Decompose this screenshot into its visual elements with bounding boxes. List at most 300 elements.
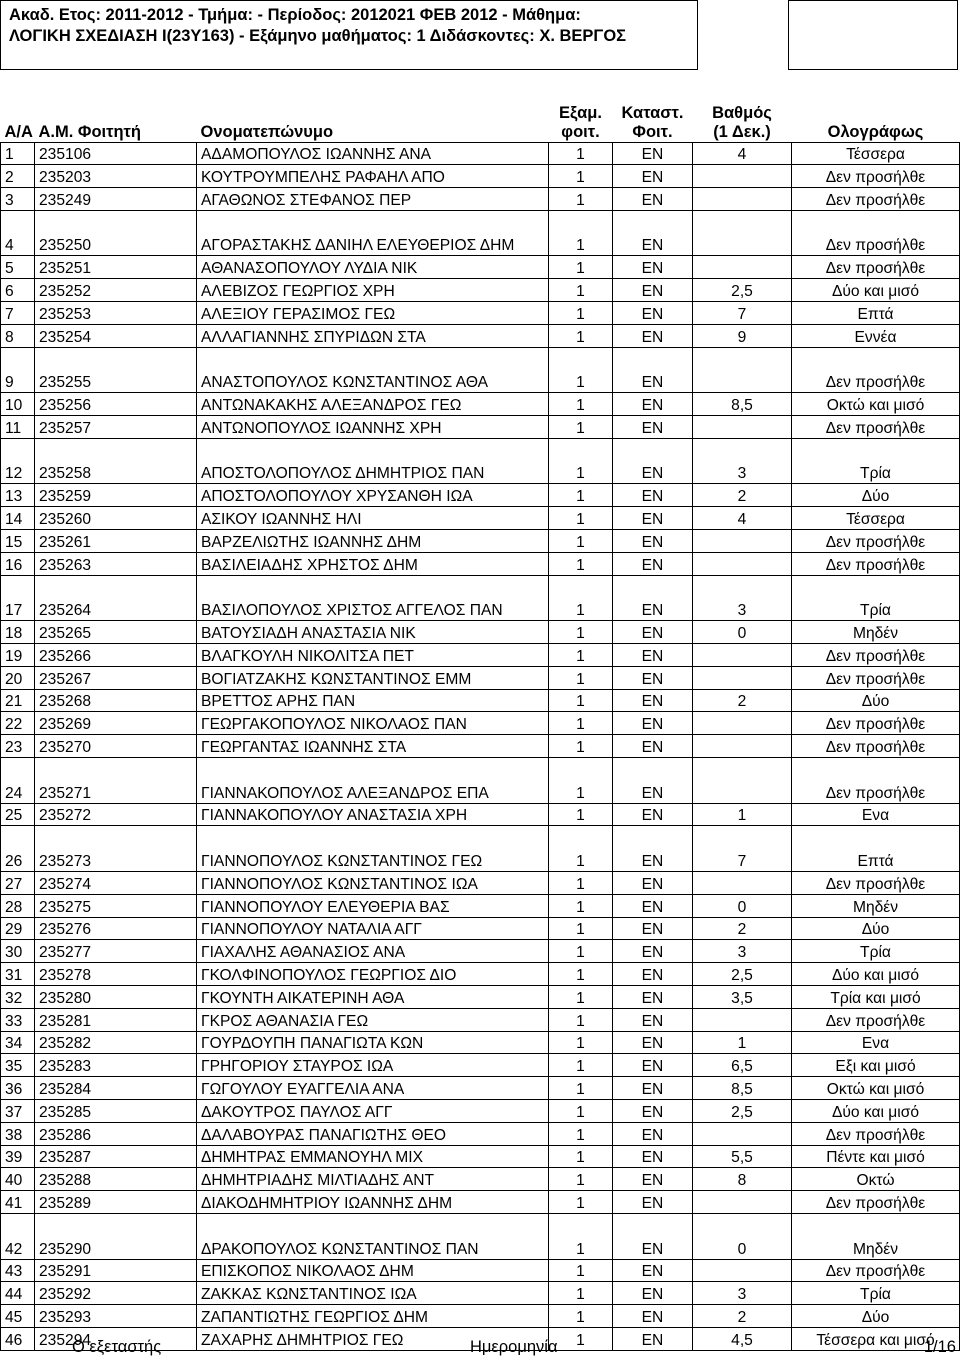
cell-grade: [693, 666, 792, 689]
cell-semester: 1: [549, 1327, 613, 1350]
cell-semester: 1: [549, 1168, 613, 1191]
cell-status: ΕΝ: [613, 758, 693, 804]
cell-student-id: 235282: [35, 1031, 197, 1054]
cell-grade-words: Ενα: [792, 1031, 960, 1054]
cell-grade: [693, 165, 792, 188]
cell-grade-words: Δύο: [792, 1305, 960, 1328]
cell-student-name: ΔΗΜΗΤΡΑΣ ΕΜΜΑΝΟΥΗΛ ΜΙΧ: [197, 1145, 549, 1168]
cell-status: ΕΝ: [613, 165, 693, 188]
cell-student-name: ΒΑΡΖΕΛΙΩΤΗΣ ΙΩΑΝΝΗΣ ΔΗΜ: [197, 530, 549, 553]
cell-student-name: ΓΡΗΓΟΡΙΟΥ ΣΤΑΥΡΟΣ ΙΩΑ: [197, 1054, 549, 1077]
cell-status: ΕΝ: [613, 210, 693, 256]
cell-status: ΕΝ: [613, 324, 693, 347]
cell-index: 33: [1, 1008, 35, 1031]
cell-student-name: ΖΑΠΑΝΤΙΩΤΗΣ ΓΕΩΡΓΙΟΣ ΔΗΜ: [197, 1305, 549, 1328]
cell-grade: [693, 735, 792, 758]
cell-grade-words: Τέσσερα και μισό: [792, 1327, 960, 1350]
cell-grade-words: Δεν προσήλθε: [792, 1259, 960, 1282]
cell-student-id: 235255: [35, 347, 197, 393]
cell-student-id: 235267: [35, 666, 197, 689]
cell-semester: 1: [549, 1054, 613, 1077]
cell-semester: 1: [549, 530, 613, 553]
cell-grade: [693, 758, 792, 804]
cell-semester: 1: [549, 324, 613, 347]
cell-grade: 0: [693, 1213, 792, 1259]
cell-semester: 1: [549, 735, 613, 758]
cell-student-id: 235256: [35, 393, 197, 416]
cell-student-id: 235284: [35, 1077, 197, 1100]
cell-student-id: 235265: [35, 621, 197, 644]
cell-semester: 1: [549, 940, 613, 963]
table-row: [1, 666, 960, 689]
cell-index: 42: [1, 1213, 35, 1259]
cell-student-id: 235259: [35, 484, 197, 507]
cell-index: 14: [1, 507, 35, 530]
cell-student-name: ΔΑΚΟΥΤΡΟΣ ΠΑΥΛΟΣ ΑΓΓ: [197, 1099, 549, 1122]
cell-semester: 1: [549, 575, 613, 621]
cell-semester: 1: [549, 894, 613, 917]
cell-student-id: 235277: [35, 940, 197, 963]
cell-student-name: ΓΕΩΡΓΑΝΤΑΣ ΙΩΑΝΝΗΣ ΣΤΑ: [197, 735, 549, 758]
table-row: [1, 1213, 960, 1259]
cell-student-name: ΔΙΑΚΟΔΗΜΗΤΡΙΟΥ ΙΩΑΝΝΗΣ ΔΗΜ: [197, 1191, 549, 1214]
cell-status: ΕΝ: [613, 1327, 693, 1350]
cell-grade: [693, 712, 792, 735]
cell-semester: 1: [549, 803, 613, 826]
cell-index: 22: [1, 712, 35, 735]
cell-status: ΕΝ: [613, 552, 693, 575]
table-row: [1, 575, 960, 621]
cell-status: ΕΝ: [613, 347, 693, 393]
cell-grade: [693, 256, 792, 279]
cell-index: 19: [1, 644, 35, 667]
cell-index: 26: [1, 826, 35, 872]
cell-student-id: 235285: [35, 1099, 197, 1122]
cell-student-name: ΓΚΡΟΣ ΑΘΑΝΑΣΙΑ ΓΕΩ: [197, 1008, 549, 1031]
cell-semester: 1: [549, 1259, 613, 1282]
cell-index: 16: [1, 552, 35, 575]
cell-student-name: ΖΑΧΑΡΗΣ ΔΗΜΗΤΡΙΟΣ ΓΕΩ: [197, 1327, 549, 1350]
cell-index: 7: [1, 302, 35, 325]
cell-semester: 1: [549, 438, 613, 484]
cell-student-name: ΑΝΤΩΝΟΠΟΥΛΟΣ ΙΩΑΝΝΗΣ ΧΡΗ: [197, 416, 549, 439]
blank-box: [788, 0, 958, 70]
table-row: [1, 1099, 960, 1122]
cell-grade: [693, 644, 792, 667]
cell-grade: 2: [693, 1305, 792, 1328]
table-row: [1, 416, 960, 439]
cell-status: ΕΝ: [613, 302, 693, 325]
table-row: [1, 1168, 960, 1191]
cell-student-name: ΓΩΓΟΥΛΟΥ ΕΥΑΓΓΕΛΙΑ ΑΝΑ: [197, 1077, 549, 1100]
cell-grade-words: Δύο και μισό: [792, 279, 960, 302]
cell-student-name: ΑΛΕΒΙΖΟΣ ΓΕΩΡΓΙΟΣ ΧΡΗ: [197, 279, 549, 302]
cell-grade: [693, 1008, 792, 1031]
cell-status: ΕΝ: [613, 894, 693, 917]
cell-grade-words: Δύο: [792, 689, 960, 712]
cell-status: ΕΝ: [613, 1259, 693, 1282]
table-row: [1, 826, 960, 872]
table-row: [1, 302, 960, 325]
header-line-1: Ακαδ. Ετος: 2011-2012 - Τμήμα: - Περίοδος: 2012021 ΦΕΒ 2012 - Μάθημα:: [9, 6, 581, 24]
cell-grade: 7: [693, 302, 792, 325]
cell-student-id: 235251: [35, 256, 197, 279]
cell-index: 11: [1, 416, 35, 439]
cell-semester: 1: [549, 279, 613, 302]
cell-index: 31: [1, 963, 35, 986]
cell-semester: 1: [549, 302, 613, 325]
cell-grade-words: Δύο: [792, 484, 960, 507]
cell-index: 20: [1, 666, 35, 689]
cell-index: 21: [1, 689, 35, 712]
cell-grade-words: Οκτώ και μισό: [792, 1077, 960, 1100]
cell-grade: 1: [693, 803, 792, 826]
cell-semester: 1: [549, 1145, 613, 1168]
cell-student-name: ΓΕΩΡΓΑΚΟΠΟΥΛΟΣ ΝΙΚΟΛΑΟΣ ΠΑΝ: [197, 712, 549, 735]
cell-status: ΕΝ: [613, 1305, 693, 1328]
cell-semester: 1: [549, 484, 613, 507]
cell-semester: 1: [549, 689, 613, 712]
cell-semester: 1: [549, 644, 613, 667]
cell-status: ΕΝ: [613, 484, 693, 507]
cell-semester: 1: [549, 1191, 613, 1214]
cell-grade: 3: [693, 940, 792, 963]
cell-student-name: ΑΛΛΑΓΙΑΝΝΗΣ ΣΠΥΡΙΔΩΝ ΣΤΑ: [197, 324, 549, 347]
cell-status: ΕΝ: [613, 1099, 693, 1122]
cell-grade-words: Οκτώ: [792, 1168, 960, 1191]
cell-student-name: ΓΙΑΝΝΟΠΟΥΛΟΣ ΚΩΝΣΤΑΝΤΙΝΟΣ ΓΕΩ: [197, 826, 549, 872]
cell-grade: [693, 552, 792, 575]
table-row: [1, 1031, 960, 1054]
cell-grade-words: Επτά: [792, 302, 960, 325]
table-row: [1, 324, 960, 347]
cell-grade-words: Δύο και μισό: [792, 1099, 960, 1122]
cell-student-id: 235106: [35, 142, 197, 165]
cell-index: 45: [1, 1305, 35, 1328]
table-row: [1, 644, 960, 667]
cell-student-id: 235273: [35, 826, 197, 872]
cell-status: ΕΝ: [613, 575, 693, 621]
cell-student-name: ΕΠΙΣΚΟΠΟΣ ΝΙΚΟΛΑΟΣ ΔΗΜ: [197, 1259, 549, 1282]
table-row: [1, 438, 960, 484]
table-row: [1, 279, 960, 302]
cell-grade: [693, 416, 792, 439]
cell-status: ΕΝ: [613, 803, 693, 826]
cell-semester: 1: [549, 1077, 613, 1100]
col-header-words: Ολογράφως: [792, 94, 960, 142]
cell-status: ΕΝ: [613, 1008, 693, 1031]
table-row: [1, 552, 960, 575]
cell-student-name: ΒΑΤΟΥΣΙΑΔΗ ΑΝΑΣΤΑΣΙΑ ΝΙΚ: [197, 621, 549, 644]
cell-grade: 0: [693, 894, 792, 917]
cell-student-id: 235290: [35, 1213, 197, 1259]
table-row: [1, 1008, 960, 1031]
document-header: [0, 0, 698, 70]
cell-semester: 1: [549, 188, 613, 211]
cell-index: 15: [1, 530, 35, 553]
cell-grade: 2,5: [693, 279, 792, 302]
cell-student-name: ΒΟΓΙΑΤΖΑΚΗΣ ΚΩΝΣΤΑΝΤΙΝΟΣ ΕΜΜ: [197, 666, 549, 689]
cell-status: ΕΝ: [613, 1191, 693, 1214]
cell-grade: [693, 530, 792, 553]
cell-grade-words: Δεν προσήλθε: [792, 530, 960, 553]
cell-semester: 1: [549, 142, 613, 165]
cell-grade-words: Δεν προσήλθε: [792, 188, 960, 211]
cell-student-name: ΑΝΑΣΤΟΠΟΥΛΟΣ ΚΩΝΣΤΑΝΤΙΝΟΣ ΑΘΑ: [197, 347, 549, 393]
cell-index: 23: [1, 735, 35, 758]
cell-grade: [693, 347, 792, 393]
cell-grade-words: Τρία: [792, 575, 960, 621]
cell-index: 30: [1, 940, 35, 963]
table-row: [1, 689, 960, 712]
cell-status: ΕΝ: [613, 826, 693, 872]
cell-semester: 1: [549, 1031, 613, 1054]
cell-grade: 2,5: [693, 1099, 792, 1122]
cell-student-name: ΖΑΚΚΑΣ ΚΩΝΣΤΑΝΤΙΝΟΣ ΙΩΑ: [197, 1282, 549, 1305]
cell-grade-words: Εξι και μισό: [792, 1054, 960, 1077]
cell-status: ΕΝ: [613, 507, 693, 530]
cell-grade-words: Δύο: [792, 917, 960, 940]
table-row: [1, 1191, 960, 1214]
cell-grade: 9: [693, 324, 792, 347]
cell-student-name: ΓΚΟΛΦΙΝΟΠΟΥΛΟΣ ΓΕΩΡΓΙΟΣ ΔΙΟ: [197, 963, 549, 986]
cell-student-id: 235281: [35, 1008, 197, 1031]
cell-student-name: ΑΓΟΡΑΣΤΑΚΗΣ ΔΑΝΙΗΛ ΕΛΕΥΘΕΡΙΟΣ ΔΗΜ: [197, 210, 549, 256]
cell-semester: 1: [549, 1099, 613, 1122]
cell-student-id: 235275: [35, 894, 197, 917]
cell-semester: 1: [549, 1008, 613, 1031]
table-row: [1, 142, 960, 165]
cell-index: 13: [1, 484, 35, 507]
table-row: [1, 210, 960, 256]
cell-student-id: 235293: [35, 1305, 197, 1328]
cell-status: ΕΝ: [613, 1122, 693, 1145]
cell-student-id: 235283: [35, 1054, 197, 1077]
cell-student-id: 235272: [35, 803, 197, 826]
cell-status: ΕΝ: [613, 256, 693, 279]
cell-grade: 3: [693, 575, 792, 621]
cell-index: 8: [1, 324, 35, 347]
cell-grade: 3,5: [693, 985, 792, 1008]
cell-student-name: ΔΡΑΚΟΠΟΥΛΟΣ ΚΩΝΣΤΑΝΤΙΝΟΣ ΠΑΝ: [197, 1213, 549, 1259]
cell-index: 12: [1, 438, 35, 484]
cell-index: 34: [1, 1031, 35, 1054]
cell-grade-words: Εννέα: [792, 324, 960, 347]
cell-grade-words: Μηδέν: [792, 1213, 960, 1259]
cell-grade: 8,5: [693, 393, 792, 416]
date-label: Ημερομηνία: [470, 1338, 558, 1356]
cell-grade: 2: [693, 689, 792, 712]
cell-index: 28: [1, 894, 35, 917]
cell-grade-words: Δεν προσήλθε: [792, 735, 960, 758]
cell-grade-words: Πέντε και μισό: [792, 1145, 960, 1168]
table-row: [1, 347, 960, 393]
cell-semester: 1: [549, 666, 613, 689]
cell-student-id: 235280: [35, 985, 197, 1008]
cell-status: ΕΝ: [613, 872, 693, 895]
table-row: [1, 507, 960, 530]
cell-index: 27: [1, 872, 35, 895]
cell-status: ΕΝ: [613, 1282, 693, 1305]
cell-student-name: ΑΝΤΩΝΑΚΑΚΗΣ ΑΛΕΞΑΝΔΡΟΣ ΓΕΩ: [197, 393, 549, 416]
cell-grade-words: Δύο και μισό: [792, 963, 960, 986]
cell-status: ΕΝ: [613, 1145, 693, 1168]
cell-grade: 1: [693, 1031, 792, 1054]
cell-student-id: 235266: [35, 644, 197, 667]
cell-semester: 1: [549, 1122, 613, 1145]
table-row: [1, 1122, 960, 1145]
cell-semester: 1: [549, 985, 613, 1008]
cell-semester: 1: [549, 552, 613, 575]
cell-student-name: ΑΔΑΜΟΠΟΥΛΟΣ ΙΩΑΝΝΗΣ ΑΝΑ: [197, 142, 549, 165]
cell-grade-words: Δεν προσήλθε: [792, 210, 960, 256]
cell-student-id: 235286: [35, 1122, 197, 1145]
cell-student-name: ΓΙΑΝΝΑΚΟΠΟΥΛΟΥ ΑΝΑΣΤΑΣΙΑ ΧΡΗ: [197, 803, 549, 826]
cell-status: ΕΝ: [613, 279, 693, 302]
cell-student-name: ΑΘΑΝΑΣΟΠΟΥΛΟΥ ΛΥΔΙΑ ΝΙΚ: [197, 256, 549, 279]
cell-student-name: ΓΙΑΝΝΟΠΟΥΛΟΥ ΝΑΤΑΛΙΑ ΑΓΓ: [197, 917, 549, 940]
cell-status: ΕΝ: [613, 712, 693, 735]
table-row: [1, 393, 960, 416]
cell-semester: 1: [549, 210, 613, 256]
cell-student-id: 235263: [35, 552, 197, 575]
col-header-idx: Α/Α: [1, 94, 35, 142]
cell-student-id: 235264: [35, 575, 197, 621]
cell-index: 3: [1, 188, 35, 211]
table-row: [1, 165, 960, 188]
cell-grade-words: Μηδέν: [792, 894, 960, 917]
cell-index: 17: [1, 575, 35, 621]
cell-index: 5: [1, 256, 35, 279]
cell-status: ΕΝ: [613, 985, 693, 1008]
cell-semester: 1: [549, 416, 613, 439]
cell-grade: 5,5: [693, 1145, 792, 1168]
col-header-name: Ονοματεπώνυμο: [197, 94, 549, 142]
table-row: [1, 484, 960, 507]
cell-index: 29: [1, 917, 35, 940]
grades-table: [0, 94, 960, 1351]
cell-student-name: ΚΟΥΤΡΟΥΜΠΕΛΗΣ ΡΑΦΑΗΛ ΑΠΟ: [197, 165, 549, 188]
cell-semester: 1: [549, 712, 613, 735]
cell-status: ΕΝ: [613, 393, 693, 416]
table-row: [1, 530, 960, 553]
table-row: [1, 712, 960, 735]
cell-student-name: ΑΠΟΣΤΟΛΟΠΟΥΛΟΥ ΧΡΥΣΑΝΘΗ ΙΩΑ: [197, 484, 549, 507]
cell-grade-words: Δεν προσήλθε: [792, 1008, 960, 1031]
cell-index: 35: [1, 1054, 35, 1077]
cell-grade-words: Δεν προσήλθε: [792, 872, 960, 895]
cell-index: 25: [1, 803, 35, 826]
cell-student-id: 235252: [35, 279, 197, 302]
cell-index: 36: [1, 1077, 35, 1100]
cell-grade-words: Δεν προσήλθε: [792, 758, 960, 804]
table-row: [1, 188, 960, 211]
cell-grade: 2: [693, 484, 792, 507]
cell-grade-words: Τρία: [792, 1282, 960, 1305]
cell-grade-words: Δεν προσήλθε: [792, 552, 960, 575]
cell-student-name: ΒΡΕΤΤΟΣ ΑΡΗΣ ΠΑΝ: [197, 689, 549, 712]
table-row: [1, 735, 960, 758]
cell-student-name: ΑΛΕΞΙΟΥ ΓΕΡΑΣΙΜΟΣ ΓΕΩ: [197, 302, 549, 325]
cell-status: ΕΝ: [613, 917, 693, 940]
cell-semester: 1: [549, 393, 613, 416]
cell-index: 39: [1, 1145, 35, 1168]
header-line-2: ΛΟΓΙΚΗ ΣΧΕΔΙΑΣΗ Ι(23Υ163) - Εξάμηνο μαθήματος: 1 Διδάσκοντες: Χ. ΒΕΡΓΟΣ: [9, 27, 627, 45]
cell-index: 2: [1, 165, 35, 188]
cell-grade: 2: [693, 917, 792, 940]
cell-index: 18: [1, 621, 35, 644]
cell-status: ΕΝ: [613, 621, 693, 644]
cell-student-name: ΓΙΑΧΑΛΗΣ ΑΘΑΝΑΣΙΟΣ ΑΝΑ: [197, 940, 549, 963]
cell-student-name: ΔΗΜΗΤΡΙΑΔΗΣ ΜΙΛΤΙΑΔΗΣ ΑΝΤ: [197, 1168, 549, 1191]
cell-index: 40: [1, 1168, 35, 1191]
cell-student-id: 235254: [35, 324, 197, 347]
cell-student-name: ΒΑΣΙΛΟΠΟΥΛΟΣ ΧΡΙΣΤΟΣ ΑΓΓΕΛΟΣ ΠΑΝ: [197, 575, 549, 621]
cell-grade: 2,5: [693, 963, 792, 986]
cell-student-id: 235289: [35, 1191, 197, 1214]
cell-index: 6: [1, 279, 35, 302]
cell-student-name: ΓΙΑΝΝΑΚΟΠΟΥΛΟΣ ΑΛΕΞΑΝΔΡΟΣ ΕΠΑ: [197, 758, 549, 804]
cell-grade-words: Ενα: [792, 803, 960, 826]
cell-semester: 1: [549, 165, 613, 188]
cell-grade: 3: [693, 438, 792, 484]
cell-grade: 4,5: [693, 1327, 792, 1350]
cell-student-id: 235291: [35, 1259, 197, 1282]
cell-semester: 1: [549, 1305, 613, 1328]
table-row: [1, 872, 960, 895]
cell-status: ΕΝ: [613, 735, 693, 758]
cell-grade: [693, 188, 792, 211]
cell-grade: [693, 1259, 792, 1282]
cell-index: 1: [1, 142, 35, 165]
cell-grade-words: Μηδέν: [792, 621, 960, 644]
table-row: [1, 940, 960, 963]
cell-student-id: 235268: [35, 689, 197, 712]
cell-grade: [693, 872, 792, 895]
cell-grade-words: Δεν προσήλθε: [792, 1122, 960, 1145]
cell-grade-words: Τέσσερα: [792, 507, 960, 530]
cell-index: 38: [1, 1122, 35, 1145]
cell-index: 44: [1, 1282, 35, 1305]
cell-status: ΕΝ: [613, 1168, 693, 1191]
cell-student-id: 235287: [35, 1145, 197, 1168]
cell-status: ΕΝ: [613, 644, 693, 667]
cell-status: ΕΝ: [613, 530, 693, 553]
cell-student-id: 235288: [35, 1168, 197, 1191]
cell-status: ΕΝ: [613, 1213, 693, 1259]
cell-student-id: 235292: [35, 1282, 197, 1305]
cell-status: ΕΝ: [613, 142, 693, 165]
cell-grade-words: Δεν προσήλθε: [792, 1191, 960, 1214]
table-row: [1, 963, 960, 986]
cell-status: ΕΝ: [613, 963, 693, 986]
cell-semester: 1: [549, 256, 613, 279]
table-row: [1, 1077, 960, 1100]
cell-student-id: 235278: [35, 963, 197, 986]
cell-grade-words: Δεν προσήλθε: [792, 712, 960, 735]
table-row: [1, 803, 960, 826]
cell-grade: 4: [693, 142, 792, 165]
cell-semester: 1: [549, 963, 613, 986]
cell-semester: 1: [549, 1282, 613, 1305]
page-number: 1/16: [923, 1338, 956, 1356]
cell-status: ΕΝ: [613, 438, 693, 484]
cell-student-name: ΓΚΟΥΝΤΗ ΑΙΚΑΤΕΡΙΝΗ ΑΘΑ: [197, 985, 549, 1008]
cell-student-name: ΓΙΑΝΝΟΠΟΥΛΟΥ ΕΛΕΥΘΕΡΙΑ ΒΑΣ: [197, 894, 549, 917]
cell-semester: 1: [549, 872, 613, 895]
cell-student-id: 235294: [35, 1327, 197, 1350]
cell-semester: 1: [549, 758, 613, 804]
